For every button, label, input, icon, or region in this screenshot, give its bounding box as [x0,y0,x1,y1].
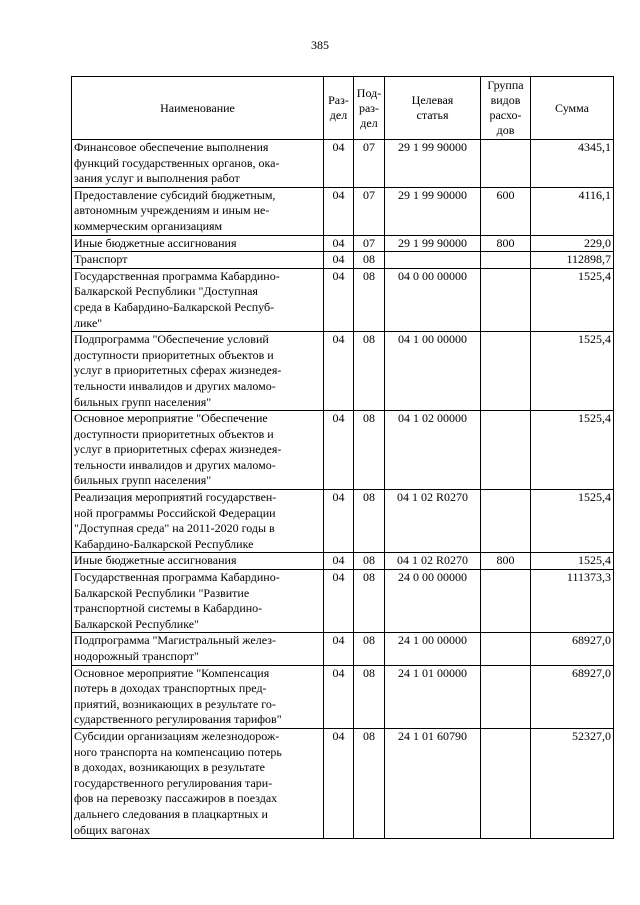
cell-gruppa [481,268,531,331]
header-summa: Сумма [531,77,614,140]
cell-name: Предоставление субсидий бюджетным, автономным учреждениям и иным не- коммерческим организациям [72,187,324,235]
cell-razdel: 04 [324,633,354,665]
cell-podrazdel: 08 [354,570,385,633]
header-name: Наименование [72,77,324,140]
cell-podrazdel: 08 [354,665,385,728]
cell-podrazdel: 08 [354,411,385,490]
cell-name: Государственная программа Кабардино- Балкарской Республики "Доступная среда в Кабардино-Балкарской Респуб- лике" [72,268,324,331]
cell-razdel: 04 [324,490,354,553]
cell-summa: 1525,4 [531,411,614,490]
cell-name: Иные бюджетные ассигнования [72,235,324,252]
cell-gruppa [481,252,531,269]
cell-podrazdel: 08 [354,633,385,665]
cell-summa: 112898,7 [531,252,614,269]
header-statya: Целевая статья [385,77,481,140]
cell-summa: 4345,1 [531,140,614,188]
cell-razdel: 04 [324,553,354,570]
cell-summa: 1525,4 [531,490,614,553]
cell-gruppa: 800 [481,235,531,252]
cell-name: Государственная программа Кабардино- Балкарской Республики "Развитие транспортной системы в Кабардино- Балкарской Республике" [72,570,324,633]
cell-razdel: 04 [324,665,354,728]
table-row [72,728,614,838]
cell-statya: 04 1 02 R0270 [385,490,481,553]
table-row [72,332,614,411]
cell-statya [385,252,481,269]
table-row [72,252,614,269]
cell-gruppa [481,411,531,490]
budget-table [71,76,614,839]
cell-summa: 68927,0 [531,665,614,728]
cell-razdel: 04 [324,252,354,269]
cell-summa: 1525,4 [531,268,614,331]
header-podrazdel: Под- раз- дел [354,77,385,140]
cell-statya: 04 1 02 00000 [385,411,481,490]
cell-statya: 24 1 01 00000 [385,665,481,728]
table-row [72,570,614,633]
table-row [72,187,614,235]
cell-podrazdel: 07 [354,187,385,235]
cell-podrazdel: 08 [354,728,385,838]
cell-name: Основное мероприятие "Компенсация потерь в доходах транспортных пред- приятий, возникающих в результате го- сударственного регулирования тарифов" [72,665,324,728]
cell-gruppa: 800 [481,553,531,570]
cell-statya: 24 1 01 60790 [385,728,481,838]
cell-summa: 1525,4 [531,553,614,570]
cell-statya: 04 1 00 00000 [385,332,481,411]
cell-summa: 111373,3 [531,570,614,633]
cell-podrazdel: 08 [354,332,385,411]
cell-razdel: 04 [324,570,354,633]
header-razdel: Раз- дел [324,77,354,140]
cell-razdel: 04 [324,728,354,838]
cell-name: Основное мероприятие "Обеспечение доступности приоритетных объектов и услуг в приоритетных сферах жизнедея- тельности инвалидов и других маломо- бильных групп населения" [72,411,324,490]
cell-name: Субсидии организациям железнодорож- ного транспорта на компенсацию потерь в доходах, возникающих в результате государственного регулирования тари- фов на перевозку пассажиров в поездах дальнего следования в плацкартных и общих вагонах [72,728,324,838]
table-row [72,140,614,188]
cell-gruppa [481,633,531,665]
table-row [72,633,614,665]
cell-podrazdel: 07 [354,140,385,188]
table-row [72,553,614,570]
cell-podrazdel: 07 [354,235,385,252]
cell-summa: 52327,0 [531,728,614,838]
cell-name: Финансовое обеспечение выполнения функций государственных органов, ока- зания услуг и выполнения работ [72,140,324,188]
cell-name: Подпрограмма "Обеспечение условий доступности приоритетных объектов и услуг в приоритетных сферах жизнедея- тельности инвалидов и других маломо- бильных групп населения" [72,332,324,411]
cell-summa: 229,0 [531,235,614,252]
cell-razdel: 04 [324,140,354,188]
cell-summa: 1525,4 [531,332,614,411]
table-row [72,411,614,490]
cell-podrazdel: 08 [354,252,385,269]
cell-statya: 29 1 99 90000 [385,140,481,188]
cell-name: Подпрограмма "Магистральный желез- нодорожный транспорт" [72,633,324,665]
cell-gruppa [481,140,531,188]
cell-name: Реализация мероприятий государствен- ной программы Российской Федерации "Доступная среда" на 2011-2020 годы в Кабардино-Балкарской Республике [72,490,324,553]
table-row [72,665,614,728]
cell-statya: 04 1 02 R0270 [385,553,481,570]
cell-statya: 04 0 00 00000 [385,268,481,331]
cell-razdel: 04 [324,411,354,490]
cell-statya: 29 1 99 90000 [385,235,481,252]
cell-podrazdel: 08 [354,268,385,331]
page-number: 385 [311,38,329,52]
cell-gruppa [481,665,531,728]
table-row [72,235,614,252]
header-gruppa: Группа видов расхо- дов [481,77,531,140]
table-body [72,140,614,839]
cell-razdel: 04 [324,187,354,235]
cell-gruppa: 600 [481,187,531,235]
cell-razdel: 04 [324,332,354,411]
cell-razdel: 04 [324,235,354,252]
cell-summa: 4116,1 [531,187,614,235]
cell-statya: 29 1 99 90000 [385,187,481,235]
table-row [72,268,614,331]
cell-statya: 24 0 00 00000 [385,570,481,633]
cell-name: Транспорт [72,252,324,269]
table-row [72,490,614,553]
cell-gruppa [481,490,531,553]
cell-name: Иные бюджетные ассигнования [72,553,324,570]
cell-gruppa [481,728,531,838]
cell-statya: 24 1 00 00000 [385,633,481,665]
table-header [72,77,614,140]
cell-gruppa [481,332,531,411]
cell-podrazdel: 08 [354,490,385,553]
cell-summa: 68927,0 [531,633,614,665]
cell-razdel: 04 [324,268,354,331]
cell-gruppa [481,570,531,633]
cell-podrazdel: 08 [354,553,385,570]
